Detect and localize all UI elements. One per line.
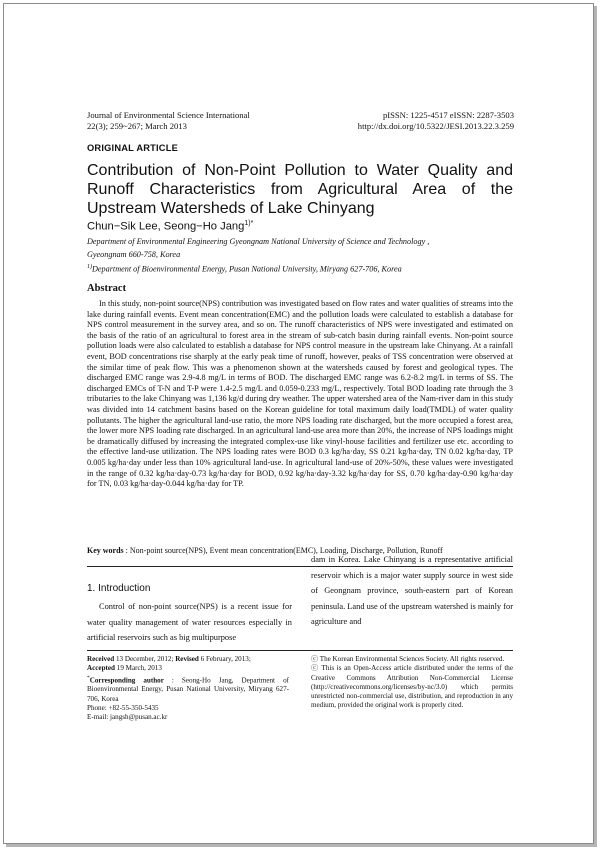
intro-text-left: Control of non-point source(NPS) is a recent issue for water quality management of water resources especially in artificial reservoirs such as big multipurpose <box>87 602 292 643</box>
email[interactable]: E-mail: jangsh@pusan.ac.kr <box>87 713 168 722</box>
journal-issue: 22(3); 259~267; March 2013 <box>87 121 187 131</box>
keywords-label: Key words <box>87 546 124 555</box>
doi-link[interactable]: http://dx.doi.org/10.5322/JESI.2013.22.3.259 <box>357 121 514 131</box>
issn: pISSN: 1225-4517 eISSN: 2287-3503 <box>382 110 514 120</box>
journal-header-left <box>87 110 250 132</box>
affiliation-1-address: Gyeongnam 660-758, Korea <box>87 249 181 259</box>
copyright-notice: ⓒ The Korean Environmental Sciences Society. All rights reserved. <box>311 655 505 663</box>
section-heading-introduction: 1. Introduction <box>87 583 151 594</box>
affiliations <box>87 236 517 276</box>
license-notice: ⓒ This is an Open-Access article distributed under the terms of the Creative Commons Attribution Non-Commercial License (http://creativecommons.org/licenses/by-nc/3.0) which permits unrestricted non-commercial use, distribution, and reproduction in any medium, provided the original work is properly cited. <box>311 664 513 710</box>
journal-header-right <box>358 110 514 132</box>
article-dates: Received 13 December, 2012; Revised 6 February, 2013; <box>87 655 251 663</box>
phone: Phone: +82-55-350-5435 <box>87 703 159 712</box>
footnote-right <box>311 655 513 711</box>
affiliation-1: Department of Environmental Engineering Gyeongnam National University of Science and Technology , <box>87 237 430 246</box>
author-names: Chun−Sik Lee, Seong−Ho Jang <box>87 220 245 233</box>
footnote-left <box>87 655 289 722</box>
corresponding-author: *Corresponding author : Seong-Ho Jang, Department of Bioenvironmental Energy, Pusan National University, Miryang 627-706, Korea <box>87 674 289 703</box>
author-mark: 1)* <box>244 220 254 227</box>
footnote-divider <box>87 650 513 651</box>
authors <box>87 220 253 233</box>
article-title: Contribution of Non-Point Pollution to Water Quality and Runoff Characteristics from Agricultural Area of the Upstream Watersheds of Lake Chinyang <box>87 162 513 217</box>
abstract-text: In this study, non-point source(NPS) contribution was investigated based on flow rates and water qualities of streams into the lake during rainfall events. Event mean concentration(EMC) and the pollution loads were calculated to establish a database for NPS control measurement in the survey area, and so on. The runoff characteristics of NPS were investigated and estimated on the basis of the ratio of an agricultural to forest area in the stream of sub-catch basin during rainfall events. Non-point source pollution loads were also calculated to establish a database for NPS control measure in the upstream lake Chinyang. At a rainfall event, BOD concentrations rise sharply at the early peak time of runoff, however, peaks of TSS concentration were observed at the similar time of peak flow. This was a phenomenon shown at the watersheds caused by forest and geological types. The discharged EMC range was 2.9-4.8 mg/L in terms of BOD. The discharged EMC range was 6.2-8.2 mg/L in terms of SS. The discharged EMCs of T-N and T-P were 1.4-2.5 mg/L and 0.059-0.233 mg/L, respectively. Total BOD loading rate through the 3 tributaries to the lake Chinyang was 1,136 kg/d during dry weather. The upper watershed area of the Nam-river dam in this study was divided into 14 catchment basins based on the Korean guideline for total maximum daily load(TMDL) of water quality pollutants. The higher the agricultural land-use ratio, the more NPS loading rate discharged, but the more occupied a forest area, the lower more NPS loading rate discharged. In an agricultural land-use area more than 20%, the increase of NPS loadings might be dramatically diffused by increasing the integrated complex-use like vinyl-house facilities and fertilizer use etc. according to the effective land-use utilization. The NPS loading rates were BOD 0.3 kg/ha·day, SS 0.21 kg/ha·day, TN 0.02 kg/ha·day, TP 0.005 kg/ha·day under less than 10% agricultural land-use. In agricultural land-use of 20%-50%, these values were investigated in the range of 0.32 kg/ha·day-0.73 kg/ha·day for BOD, 0.92 kg/ha·day-3.32 kg/ha·day for SS, 0.70 kg/ha·day-0.90 kg/ha·day for TN, 0.03 kg/ha·day-0.044 kg/ha·day for TP. <box>87 299 513 489</box>
intro-text-right: dam in Korea. Lake Chinyang is a representative artificial reservoir which is a major water supply source in west side of Geongnam province, south-eastern part of Korean peninsula. Land use of the upstream watershed is mainly for agriculture and <box>311 555 513 627</box>
affiliation-2-mark: 1) <box>87 264 92 270</box>
keywords-text: : Non-point source(NPS), Event mean concentration(EMC), Loading, Discharge, Pollution, Runoff <box>123 546 443 555</box>
affiliation-2: $^{1)}$Department of Bioenvironmental Energy, Pusan National University, Miryang 627-706, Korea <box>87 264 402 274</box>
abstract-heading: Abstract <box>87 283 127 294</box>
journal-name: Journal of Environmental Science International <box>87 110 250 120</box>
accepted-date: Accepted 19 March, 2013 <box>87 664 162 673</box>
article-type: ORIGINAL ARTICLE <box>87 143 179 153</box>
